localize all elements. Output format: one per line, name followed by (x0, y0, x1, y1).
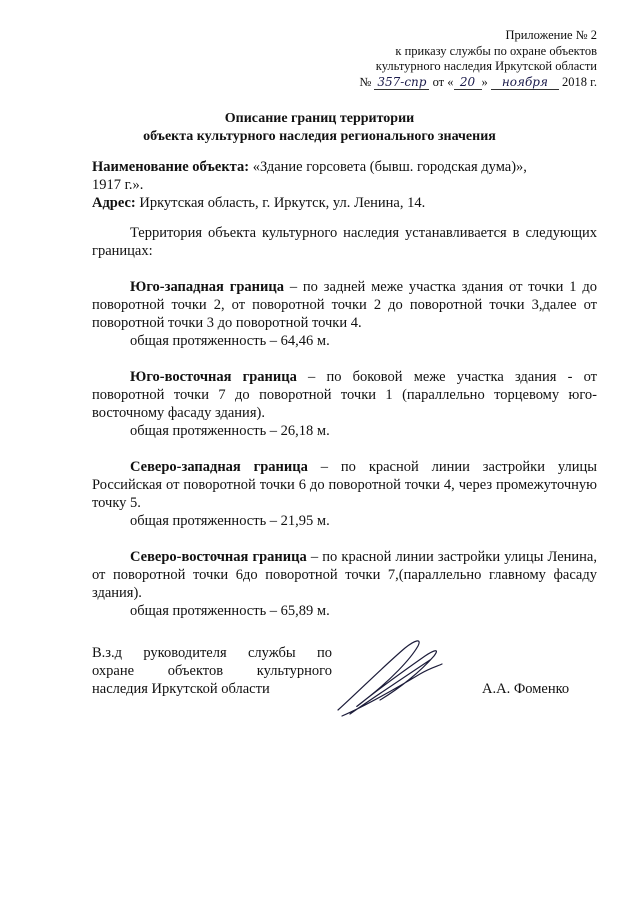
boundary-heading: Северо-западная граница (130, 459, 308, 475)
order-day-handwritten: 20 (454, 76, 482, 90)
object-address-label: Адрес: (92, 195, 136, 211)
handwritten-signature (330, 630, 450, 720)
appendix-number: Приложение № 2 (505, 28, 597, 42)
order-year: 2018 г. (562, 74, 597, 89)
boundary-section-southwest (92, 278, 597, 350)
boundary-paragraph (92, 368, 597, 422)
appendix-block (359, 28, 597, 90)
order-number-label: № (359, 74, 372, 89)
signatory-position-line-3: наследия Иркутской области (92, 681, 270, 697)
boundary-text: – по красной линии застройки улицы Российская от поворотной точки 6 до поворотной точки 4, через промежуточную точку 5. (92, 459, 597, 511)
title-line-2: объекта культурного наследия регионального значения (143, 129, 496, 144)
appendix-order-number-line (359, 75, 597, 91)
boundary-text: – по боковой меже участка здания - от поворотной точки 7 до поворотной точки 1 (параллельно торцевому юго-восточному фасаду здания). (92, 369, 597, 421)
order-number-handwritten: 357-спр (374, 76, 429, 90)
boundary-heading: Северо-восточная граница (130, 549, 307, 565)
boundary-section-northwest (92, 458, 597, 530)
order-quote-close: » (481, 74, 488, 89)
object-info (92, 158, 602, 212)
appendix-order-ref: к приказу службы по охране объектов (395, 43, 597, 58)
signatory-position (92, 644, 332, 698)
title-line-1: Описание границ территории (224, 111, 415, 126)
appendix-authority: культурного наследия Иркутской области (375, 59, 597, 73)
object-name-label: Наименование объекта: (92, 159, 250, 175)
document-title (0, 110, 639, 146)
signatory-position-line-1: В.з.д руководителя службы по (92, 645, 332, 661)
intro-paragraph: Территория объекта культурного наследия устанавливается в следующих границах: (92, 225, 597, 259)
object-address-value: Иркутская область, г. Иркутск, ул. Ленина, 14. (139, 195, 426, 211)
boundary-paragraph (92, 458, 597, 512)
boundary-length: общая протяженность – 21,95 м. (130, 513, 330, 529)
boundary-heading: Юго-западная граница (130, 279, 284, 295)
object-name-row (92, 158, 602, 176)
boundary-heading: Юго-восточная граница (130, 369, 297, 385)
boundary-length: общая протяженность – 64,46 м. (130, 333, 330, 349)
signatory-position-line-2: охране объектов культурного (92, 663, 332, 679)
boundary-paragraph (92, 278, 597, 332)
object-name-value: «Здание горсовета (бывш. городская дума)», (252, 159, 527, 175)
order-month-handwritten: ноября (491, 76, 559, 90)
boundary-section-southeast (92, 368, 597, 440)
boundary-text: – по задней меже участка здания от точки 1 до поворотной точки 2, от поворотной точки 2 до поворотной точки 3,далее от поворотной точки 3 до поворотной точки 4. (92, 279, 597, 331)
order-date-label: от « (432, 74, 454, 89)
boundary-length: общая протяженность – 65,89 м. (130, 603, 330, 619)
boundary-paragraph (92, 548, 597, 602)
object-address-row (92, 194, 602, 212)
boundaries-description (92, 224, 597, 620)
boundary-text: – по красной линии застройки улицы Ленина, от поворотной точки 6до поворотной точки 7,(параллельно главному фасаду здания). (92, 549, 597, 601)
signatory-name: А.А. Фоменко (482, 681, 570, 697)
boundary-length: общая протяженность – 26,18 м. (130, 423, 330, 439)
object-name-year: 1917 г.». (92, 177, 144, 193)
boundary-section-northeast (92, 548, 597, 620)
